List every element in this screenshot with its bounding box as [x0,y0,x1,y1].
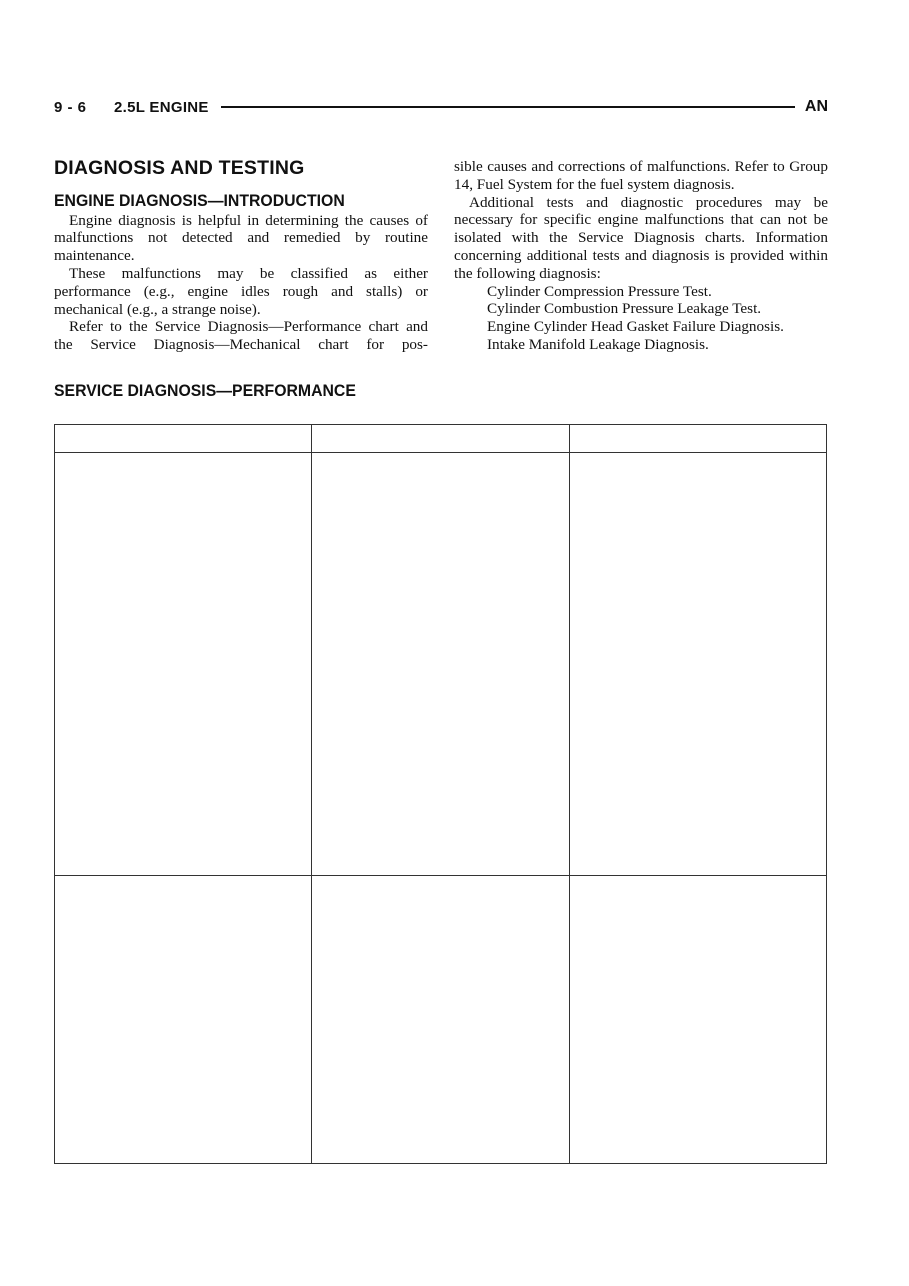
performance-diagnosis-table [54,424,827,1164]
header-cell [312,425,569,453]
additional-tests-paragraph: Additional tests and diagnostic procedures may be necessary for specific engine malfunctions that can not be isolated with the Service Diagnosis charts. Information concerning additional tests and diagnosis is provided within the following diagnosis: [454,193,828,282]
list-item: Cylinder Compression Pressure Test. [487,282,712,300]
list-item: Intake Manifold Leakage Diagnosis. [487,335,709,353]
table-header-row [55,425,827,453]
list-item: Engine Cylinder Head Gasket Failure Diagnosis. [487,318,784,336]
running-header [54,96,828,118]
table-cell [312,453,569,876]
test-list [454,283,828,354]
table-row [55,876,827,1164]
table-cell [312,876,569,1164]
intro-subheading: ENGINE DIAGNOSIS—INTRODUCTION [54,190,345,210]
section-title: 2.5L ENGINE [114,98,209,116]
model-code: AN [804,98,828,115]
section-heading: DIAGNOSIS AND TESTING [54,157,305,179]
right-column [454,158,828,354]
continued-paragraph: sible causes and corrections of malfunctions. Refer to Group 14, Fuel System for the fuel system diagnosis. [454,158,828,193]
table-title: SERVICE DIAGNOSIS—PERFORMANCE [54,381,356,400]
table-cell [569,876,826,1164]
header-cell [569,425,826,453]
intro-paragraph-1: Engine diagnosis is helpful in determining the causes of malfunctions not detected and remedied by routine maintenance. [54,211,428,265]
left-column [54,158,428,354]
table-cell [55,453,312,876]
intro-paragraph-2: These malfunctions may be classified as either performance (e.g., engine idles rough and stalls) or mechanical (e.g., a strange noise). [54,264,428,318]
header-cell [55,425,312,453]
table-cell [569,453,826,876]
intro-paragraph-3: Refer to the Service Diagnosis—Performance chart and the Service Diagnosis—Mechanical chart for pos- [54,318,428,354]
table-row [55,453,827,876]
page-number: 9 - 6 [54,98,87,116]
table-cell [55,876,312,1164]
header-rule [221,106,795,108]
list-item: Cylinder Combustion Pressure Leakage Test. [487,300,762,318]
